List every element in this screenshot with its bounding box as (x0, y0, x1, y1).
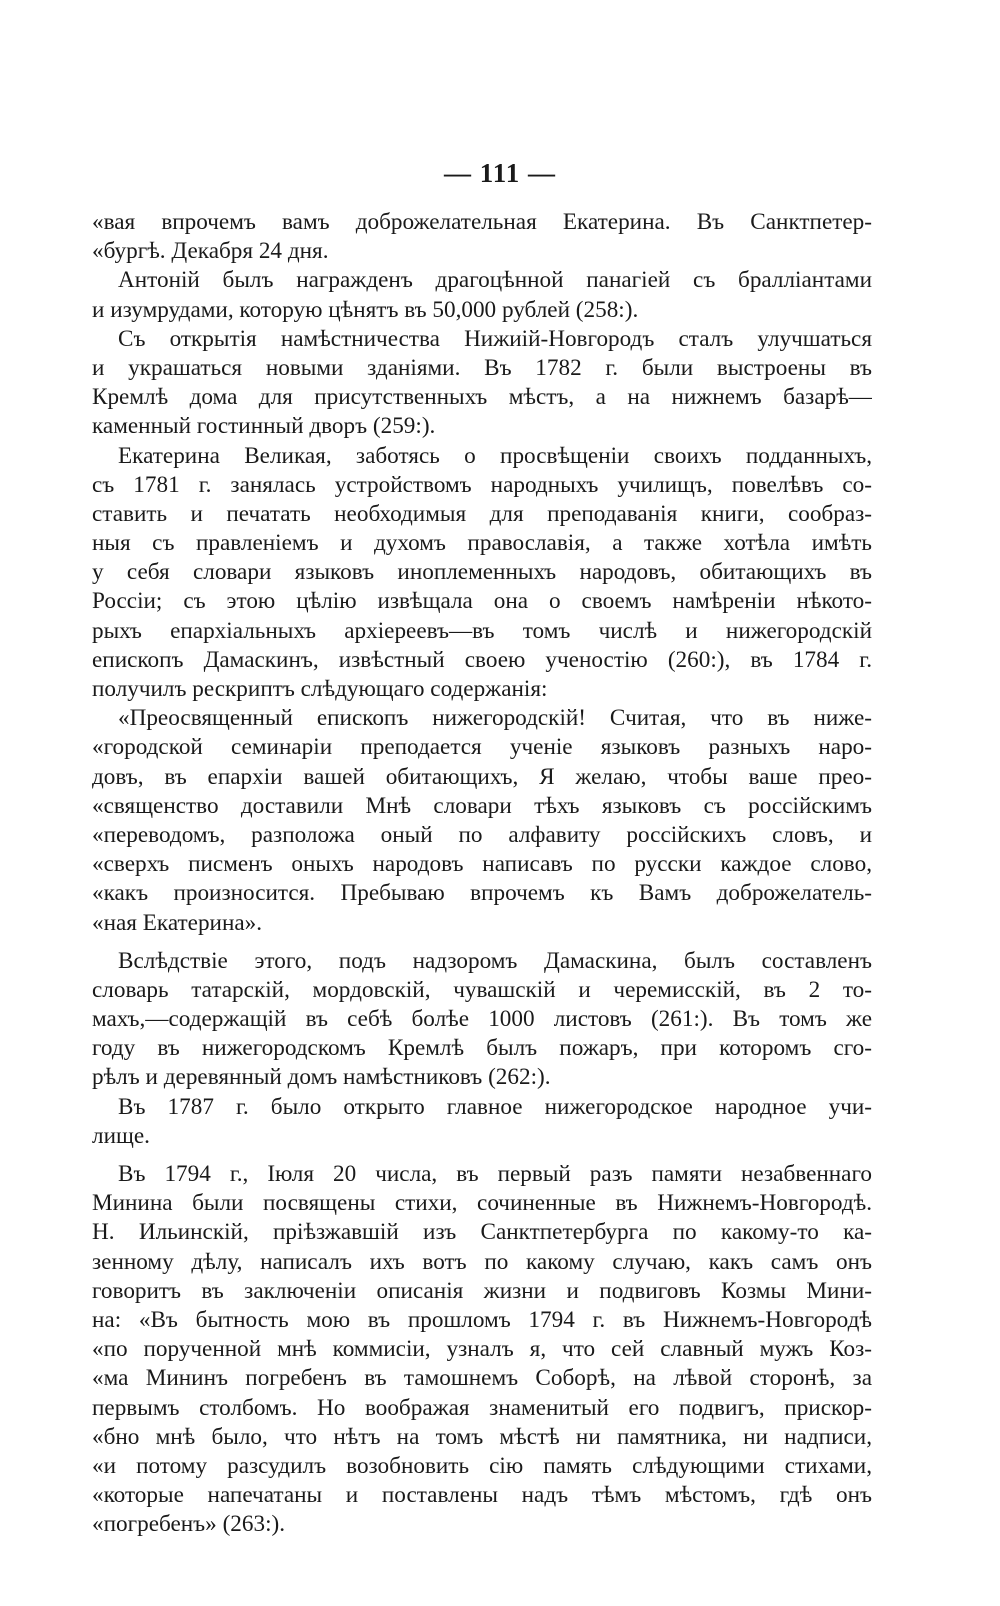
paragraph-gap (92, 938, 872, 947)
text-line: Россіи; съ этою цѣлію извѣщала она о своемъ намѣреніи нѣкото- (92, 588, 872, 615)
text-line: Въ 1787 г. было открыто главное нижегородское народное учи- (118, 1093, 872, 1120)
text-line: Антоній былъ награжденъ драгоцѣнной панагіей съ бралліантами (118, 267, 872, 294)
text-line: каменный гостинный дворъ (259:). (92, 413, 436, 440)
text-line: «какъ произносится. Пребываю впрочемъ къ Вамъ доброжелатель- (92, 880, 872, 907)
text-line: «городской семинаріи преподается ученіе языковъ разныхъ наро- (92, 734, 872, 761)
text-line: ныя съ правленіемъ и духомъ православія, а также хотѣла имѣть (92, 530, 872, 557)
text-line: «вая впрочемъ вамъ доброжелательная Екатерина. Въ Санктпетер- (92, 209, 872, 235)
text-line: Кремлѣ дома для присутственныхъ мѣстъ, а на нижнемъ базарѣ— (92, 384, 872, 411)
text-line: «переводомъ, разположа оный по алфавиту россійскихъ словъ, и (92, 821, 872, 848)
page-text (92, 208, 872, 1539)
text-line: рѣлъ и деревянный домъ намѣстниковъ (262:). (92, 1064, 551, 1091)
text-line: Въ 1794 г., Іюля 20 числа, въ первый разъ памяти незабвеннаго (118, 1161, 872, 1187)
text-line: съ 1781 г. занялась устройствомъ народныхъ училищъ, повелѣвъ со- (92, 471, 872, 498)
text-line: «и потому разсудилъ возобновить сію память слѣдующими стихами, (92, 1452, 872, 1479)
text-line: «бургѣ. Декабря 24 дня. (92, 238, 329, 265)
text-line: «по порученной мнѣ коммисіи, узналъ я, что сей славный мужъ Коз- (92, 1336, 872, 1363)
text-line: «Преосвященный епископъ нижегородскій! Считая, что въ ниже- (118, 705, 872, 732)
text-line: «погребенъ» (263:). (92, 1511, 286, 1538)
text-line: «священство доставили Мнѣ словари тѣхъ языковъ съ россійскимъ (92, 792, 872, 819)
text-line: «сверхъ писменъ оныхъ народовъ написавъ по русски каждое слово, (92, 851, 872, 878)
text-line: Минина были посвящены стихи, сочиненные въ Нижнемъ-Новгородѣ. (92, 1190, 872, 1217)
text-line: махъ,—содержащій въ себѣ болѣе 1000 листовъ (261:). Въ томъ же (92, 1006, 872, 1033)
text-line: лище. (92, 1122, 150, 1149)
text-line: «ная Екатерина». (92, 909, 263, 936)
page-number: — 111 — (443, 158, 557, 188)
text-line: епископъ Дамаскинъ, извѣстный своею ученостію (260:), въ 1784 г. (92, 646, 872, 673)
text-line: получилъ рескриптъ слѣдующаго содержанія: (92, 676, 548, 702)
text-line: Екатерина Великая, заботясь о просвѣщеніи своихъ подданныхъ, (118, 442, 872, 469)
text-line: первымъ столбомъ. Но воображая знаменитый его подвигъ, прискор- (92, 1394, 872, 1421)
text-line: словарь татарскій, мордовскій, чувашскій и черемисскій, въ 2 то- (92, 976, 872, 1003)
paragraph-gap (92, 1151, 872, 1160)
text-line: зенному дѣлу, написалъ ихъ вотъ по какому случаю, какъ самъ онъ (92, 1248, 872, 1275)
text-line: Вслѣдствіе этого, подъ надзоромъ Дамаскина, былъ составленъ (118, 947, 872, 974)
text-line: на: «Въ бытность мою въ прошломъ 1794 г. въ Нижнемъ-Новгородѣ (92, 1306, 872, 1333)
text-line: рыхъ епархіальныхъ архіереевъ—въ томъ числѣ и нижегородскій (92, 617, 872, 644)
text-line: довъ, въ епархіи вашей обитающихъ, Я желаю, чтобы ваше прео- (92, 763, 872, 790)
text-line: «ма Мининъ погребенъ въ тамошнемъ Соборѣ, на лѣвой сторонѣ, за (92, 1365, 872, 1392)
text-line: «бно мнѣ было, что нѣтъ на томъ мѣстѣ ни памятника, ни надписи, (92, 1423, 872, 1450)
text-line: у себя словари языковъ иноплеменныхъ народовъ, обитающихъ въ (92, 559, 872, 586)
text-line: и изумрудами, которую цѣнятъ въ 50,000 рублей (258:). (92, 296, 639, 323)
text-line: говоритъ въ заключеніи описанія жизни и подвиговъ Козмы Мини- (92, 1277, 872, 1304)
text-line: году въ нижегородскомъ Кремлѣ былъ пожаръ, при которомъ сго- (92, 1035, 872, 1062)
text-line: ставить и печатать необходимыя для преподаванія книги, сообраз- (92, 500, 872, 527)
text-line: «которые напечатаны и поставлены надъ тѣмъ мѣстомъ, гдѣ онъ (92, 1482, 872, 1509)
text-line: и украшаться новыми зданіями. Въ 1782 г. были выстроены въ (92, 354, 872, 381)
text-line: Съ открытія намѣстничества Нижиій-Новгородъ сталъ улучшаться (118, 325, 872, 352)
text-line: Н. Ильинскій, пріѣзжавшій изъ Санктпетербурга по какому-то ка- (92, 1219, 872, 1246)
